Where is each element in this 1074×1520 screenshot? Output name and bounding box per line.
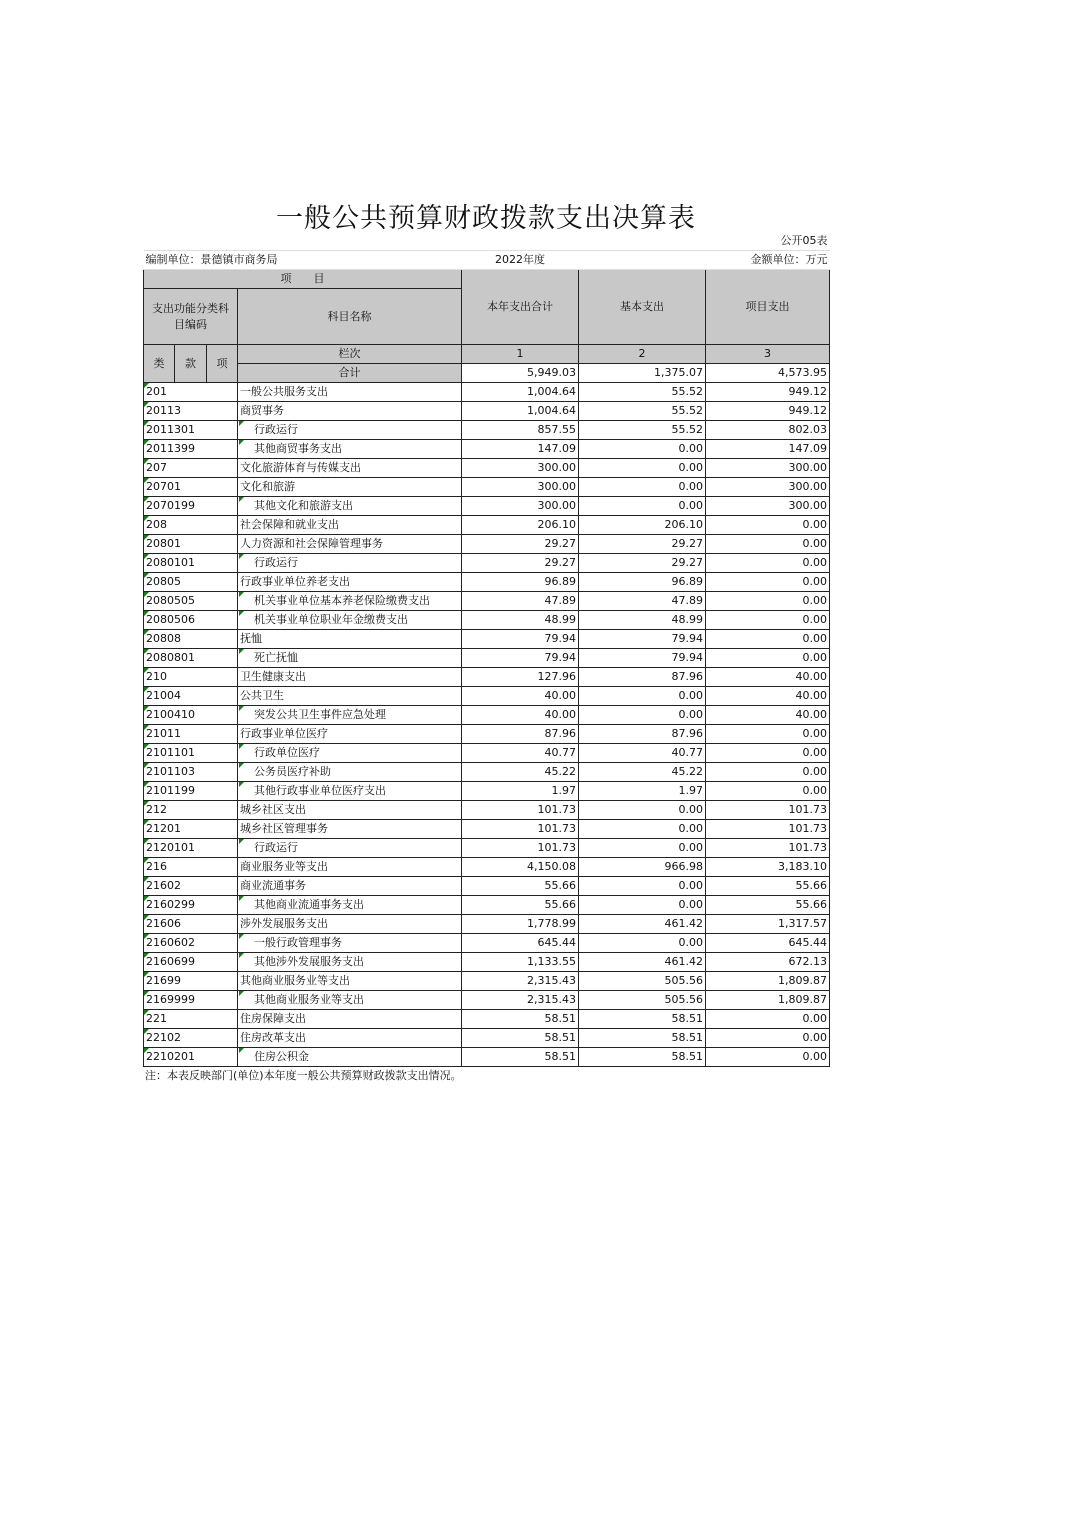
table-row xyxy=(144,668,830,687)
table-row xyxy=(144,991,830,1010)
row-name: 行政单位医疗 xyxy=(238,744,462,763)
row-basic: 505.56 xyxy=(579,991,706,1010)
row-basic: 0.00 xyxy=(579,497,706,516)
row-basic: 48.99 xyxy=(579,611,706,630)
row-name: 人力资源和社会保障管理事务 xyxy=(238,535,462,554)
row-project: 802.03 xyxy=(706,421,830,440)
table-row xyxy=(144,839,830,858)
row-project: 300.00 xyxy=(706,459,830,478)
row-project: 40.00 xyxy=(706,668,830,687)
table-row xyxy=(144,763,830,782)
table-row xyxy=(144,1048,830,1067)
row-project: 0.00 xyxy=(706,535,830,554)
row-basic: 29.27 xyxy=(579,554,706,573)
row-total: 58.51 xyxy=(462,1010,579,1029)
row-code: 216 xyxy=(144,858,238,877)
row-project: 645.44 xyxy=(706,934,830,953)
table-row xyxy=(144,972,830,991)
row-code: 2160699 xyxy=(144,953,238,972)
row-basic: 461.42 xyxy=(579,953,706,972)
row-total: 40.00 xyxy=(462,706,579,725)
row-code: 20701 xyxy=(144,478,238,497)
row-name: 其他文化和旅游支出 xyxy=(238,497,462,516)
row-project: 3,183.10 xyxy=(706,858,830,877)
row-name: 公务员医疗补助 xyxy=(238,763,462,782)
compiling-unit: 编制单位：景德镇市商务局 xyxy=(144,251,462,270)
col-number-2: 2 xyxy=(579,345,706,364)
row-name: 行政事业单位养老支出 xyxy=(238,573,462,592)
row-name: 机关事业单位基本养老保险缴费支出 xyxy=(238,592,462,611)
row-total: 87.96 xyxy=(462,725,579,744)
fiscal-year: 2022年度 xyxy=(462,251,579,270)
row-basic: 79.94 xyxy=(579,630,706,649)
header-kuan: 款 xyxy=(175,345,207,383)
row-project: 0.00 xyxy=(706,744,830,763)
row-total: 101.73 xyxy=(462,839,579,858)
row-total: 1,133.55 xyxy=(462,953,579,972)
row-project: 300.00 xyxy=(706,478,830,497)
row-total: 1,778.99 xyxy=(462,915,579,934)
row-basic: 0.00 xyxy=(579,801,706,820)
row-code: 207 xyxy=(144,459,238,478)
row-project: 1,809.87 xyxy=(706,972,830,991)
table-row xyxy=(144,573,830,592)
row-code: 2169999 xyxy=(144,991,238,1010)
row-basic: 58.51 xyxy=(579,1010,706,1029)
row-project: 0.00 xyxy=(706,1010,830,1029)
row-name: 死亡抚恤 xyxy=(238,649,462,668)
table-row xyxy=(144,421,830,440)
table-row xyxy=(144,1010,830,1029)
row-total: 96.89 xyxy=(462,573,579,592)
table-row xyxy=(144,953,830,972)
row-name: 一般公共服务支出 xyxy=(238,383,462,402)
table-row xyxy=(144,687,830,706)
row-project: 0.00 xyxy=(706,592,830,611)
row-name: 行政运行 xyxy=(238,839,462,858)
row-project: 0.00 xyxy=(706,630,830,649)
row-name: 机关事业单位职业年金缴费支出 xyxy=(238,611,462,630)
row-name: 卫生健康支出 xyxy=(238,668,462,687)
row-total: 300.00 xyxy=(462,459,579,478)
row-project: 300.00 xyxy=(706,497,830,516)
row-basic: 0.00 xyxy=(579,934,706,953)
row-code: 221 xyxy=(144,1010,238,1029)
row-code: 201 xyxy=(144,383,238,402)
table-row xyxy=(144,896,830,915)
row-code: 208 xyxy=(144,516,238,535)
row-code: 20113 xyxy=(144,402,238,421)
row-code: 2120101 xyxy=(144,839,238,858)
row-basic: 96.89 xyxy=(579,573,706,592)
row-basic: 0.00 xyxy=(579,440,706,459)
table-row xyxy=(144,649,830,668)
table-row xyxy=(144,725,830,744)
row-name: 抚恤 xyxy=(238,630,462,649)
table-row xyxy=(144,820,830,839)
row-code: 21011 xyxy=(144,725,238,744)
row-project: 0.00 xyxy=(706,782,830,801)
table-row xyxy=(144,535,830,554)
row-name: 文化和旅游 xyxy=(238,478,462,497)
table-row xyxy=(144,554,830,573)
row-total: 48.99 xyxy=(462,611,579,630)
header-lei: 类 xyxy=(144,345,175,383)
table-row xyxy=(144,877,830,896)
row-name: 其他涉外发展服务支出 xyxy=(238,953,462,972)
amount-unit: 金额单位：万元 xyxy=(706,251,830,270)
row-code: 212 xyxy=(144,801,238,820)
total-col1: 5,949.03 xyxy=(462,364,579,383)
header-item: 项 目 xyxy=(144,270,462,289)
row-total: 300.00 xyxy=(462,478,579,497)
row-total: 55.66 xyxy=(462,877,579,896)
row-project: 0.00 xyxy=(706,649,830,668)
row-name: 住房公积金 xyxy=(238,1048,462,1067)
row-project: 0.00 xyxy=(706,725,830,744)
row-name: 行政运行 xyxy=(238,421,462,440)
row-total: 645.44 xyxy=(462,934,579,953)
row-name: 城乡社区管理事务 xyxy=(238,820,462,839)
row-name: 突发公共卫生事件应急处理 xyxy=(238,706,462,725)
header-code-group: 支出功能分类科目编码 xyxy=(144,289,238,345)
row-basic: 40.77 xyxy=(579,744,706,763)
row-code: 2160602 xyxy=(144,934,238,953)
table-row xyxy=(144,383,830,402)
row-name: 商贸事务 xyxy=(238,402,462,421)
table-row xyxy=(144,592,830,611)
row-project: 0.00 xyxy=(706,1048,830,1067)
row-name: 城乡社区支出 xyxy=(238,801,462,820)
table-row xyxy=(144,440,830,459)
table-row xyxy=(144,402,830,421)
row-name: 其他商业服务业等支出 xyxy=(238,991,462,1010)
row-name: 其他商业服务业等支出 xyxy=(238,972,462,991)
row-name: 商业流通事务 xyxy=(238,877,462,896)
table-row xyxy=(144,915,830,934)
row-project: 101.73 xyxy=(706,801,830,820)
row-basic: 0.00 xyxy=(579,687,706,706)
row-basic: 47.89 xyxy=(579,592,706,611)
row-project: 55.66 xyxy=(706,896,830,915)
total-col3: 4,573.95 xyxy=(706,364,830,383)
row-code: 21699 xyxy=(144,972,238,991)
row-basic: 0.00 xyxy=(579,896,706,915)
row-basic: 55.52 xyxy=(579,402,706,421)
row-basic: 0.00 xyxy=(579,478,706,497)
row-code: 2080101 xyxy=(144,554,238,573)
row-total: 40.00 xyxy=(462,687,579,706)
row-code: 2011301 xyxy=(144,421,238,440)
total-col2: 1,375.07 xyxy=(579,364,706,383)
row-project: 40.00 xyxy=(706,687,830,706)
table-row xyxy=(144,801,830,820)
row-basic: 206.10 xyxy=(579,516,706,535)
table-note: 注：本表反映部门(单位)本年度一般公共预算财政拨款支出情况。 xyxy=(145,1069,462,1082)
table-number: 公开05表 xyxy=(706,232,830,251)
row-project: 101.73 xyxy=(706,839,830,858)
row-code: 21201 xyxy=(144,820,238,839)
col-number-1: 1 xyxy=(462,345,579,364)
total-label: 合计 xyxy=(238,364,462,383)
row-name: 其他行政事业单位医疗支出 xyxy=(238,782,462,801)
row-total: 147.09 xyxy=(462,440,579,459)
row-code: 2100410 xyxy=(144,706,238,725)
expenditure-table xyxy=(143,232,830,1067)
row-basic: 29.27 xyxy=(579,535,706,554)
row-basic: 505.56 xyxy=(579,972,706,991)
row-name: 其他商贸事务支出 xyxy=(238,440,462,459)
row-basic: 87.96 xyxy=(579,725,706,744)
row-name: 文化旅游体育与传媒支出 xyxy=(238,459,462,478)
row-basic: 79.94 xyxy=(579,649,706,668)
row-basic: 58.51 xyxy=(579,1048,706,1067)
row-code: 20808 xyxy=(144,630,238,649)
row-total: 29.27 xyxy=(462,535,579,554)
row-name: 住房改革支出 xyxy=(238,1029,462,1048)
row-basic: 966.98 xyxy=(579,858,706,877)
table-row xyxy=(144,934,830,953)
row-total: 857.55 xyxy=(462,421,579,440)
row-basic: 0.00 xyxy=(579,706,706,725)
row-name: 一般行政管理事务 xyxy=(238,934,462,953)
row-basic: 0.00 xyxy=(579,820,706,839)
row-basic: 1.97 xyxy=(579,782,706,801)
row-name: 行政事业单位医疗 xyxy=(238,725,462,744)
row-total: 101.73 xyxy=(462,801,579,820)
table-row xyxy=(144,459,830,478)
row-total: 101.73 xyxy=(462,820,579,839)
row-total: 58.51 xyxy=(462,1048,579,1067)
table-row xyxy=(144,478,830,497)
table-row xyxy=(144,744,830,763)
row-total: 55.66 xyxy=(462,896,579,915)
row-code: 2160299 xyxy=(144,896,238,915)
row-total: 47.89 xyxy=(462,592,579,611)
row-code: 2101199 xyxy=(144,782,238,801)
row-project: 55.66 xyxy=(706,877,830,896)
table-row xyxy=(144,516,830,535)
row-total: 300.00 xyxy=(462,497,579,516)
row-total: 127.96 xyxy=(462,668,579,687)
row-code: 21602 xyxy=(144,877,238,896)
row-basic: 55.52 xyxy=(579,421,706,440)
row-basic: 0.00 xyxy=(579,839,706,858)
header-total: 本年支出合计 xyxy=(462,270,579,345)
row-total: 79.94 xyxy=(462,649,579,668)
row-total: 2,315.43 xyxy=(462,991,579,1010)
row-code: 2080506 xyxy=(144,611,238,630)
row-total: 1,004.64 xyxy=(462,402,579,421)
row-code: 2101103 xyxy=(144,763,238,782)
header-basic: 基本支出 xyxy=(579,270,706,345)
row-project: 0.00 xyxy=(706,554,830,573)
row-total: 206.10 xyxy=(462,516,579,535)
table-row xyxy=(144,1029,830,1048)
row-name: 商业服务业等支出 xyxy=(238,858,462,877)
row-code: 20801 xyxy=(144,535,238,554)
row-code: 210 xyxy=(144,668,238,687)
row-project: 949.12 xyxy=(706,383,830,402)
table-row xyxy=(144,782,830,801)
row-total: 58.51 xyxy=(462,1029,579,1048)
row-project: 40.00 xyxy=(706,706,830,725)
row-total: 2,315.43 xyxy=(462,972,579,991)
row-name: 其他商业流通事务支出 xyxy=(238,896,462,915)
row-total: 40.77 xyxy=(462,744,579,763)
row-code: 2101101 xyxy=(144,744,238,763)
row-project: 101.73 xyxy=(706,820,830,839)
row-total: 45.22 xyxy=(462,763,579,782)
table-row xyxy=(144,497,830,516)
row-code: 2011399 xyxy=(144,440,238,459)
row-project: 1,317.57 xyxy=(706,915,830,934)
row-code: 2070199 xyxy=(144,497,238,516)
header-name: 科目名称 xyxy=(238,289,462,345)
row-code: 21606 xyxy=(144,915,238,934)
row-total: 79.94 xyxy=(462,630,579,649)
row-project: 672.13 xyxy=(706,953,830,972)
row-code: 21004 xyxy=(144,687,238,706)
row-name: 住房保障支出 xyxy=(238,1010,462,1029)
row-basic: 58.51 xyxy=(579,1029,706,1048)
row-project: 0.00 xyxy=(706,516,830,535)
row-code: 2080505 xyxy=(144,592,238,611)
row-total: 1,004.64 xyxy=(462,383,579,402)
header-xiang: 项 xyxy=(207,345,238,383)
row-project: 0.00 xyxy=(706,573,830,592)
row-project: 0.00 xyxy=(706,1029,830,1048)
row-basic: 87.96 xyxy=(579,668,706,687)
row-project: 147.09 xyxy=(706,440,830,459)
row-basic: 461.42 xyxy=(579,915,706,934)
row-code: 22102 xyxy=(144,1029,238,1048)
col-number-3: 3 xyxy=(706,345,830,364)
table-row xyxy=(144,630,830,649)
row-project: 1,809.87 xyxy=(706,991,830,1010)
row-total: 4,150.08 xyxy=(462,858,579,877)
row-name: 行政运行 xyxy=(238,554,462,573)
row-code: 2210201 xyxy=(144,1048,238,1067)
table-row xyxy=(144,706,830,725)
row-basic: 0.00 xyxy=(579,459,706,478)
row-code: 20805 xyxy=(144,573,238,592)
row-name: 涉外发展服务支出 xyxy=(238,915,462,934)
header-lanci: 栏次 xyxy=(238,345,462,364)
table-row xyxy=(144,611,830,630)
row-basic: 55.52 xyxy=(579,383,706,402)
document-title: 一般公共预算财政拨款支出决算表 xyxy=(276,203,696,234)
row-basic: 0.00 xyxy=(579,877,706,896)
table-row xyxy=(144,858,830,877)
row-code: 2080801 xyxy=(144,649,238,668)
row-name: 社会保障和就业支出 xyxy=(238,516,462,535)
row-total: 29.27 xyxy=(462,554,579,573)
row-basic: 45.22 xyxy=(579,763,706,782)
row-name: 公共卫生 xyxy=(238,687,462,706)
row-project: 949.12 xyxy=(706,402,830,421)
header-project: 项目支出 xyxy=(706,270,830,345)
row-project: 0.00 xyxy=(706,611,830,630)
row-project: 0.00 xyxy=(706,763,830,782)
row-total: 1.97 xyxy=(462,782,579,801)
